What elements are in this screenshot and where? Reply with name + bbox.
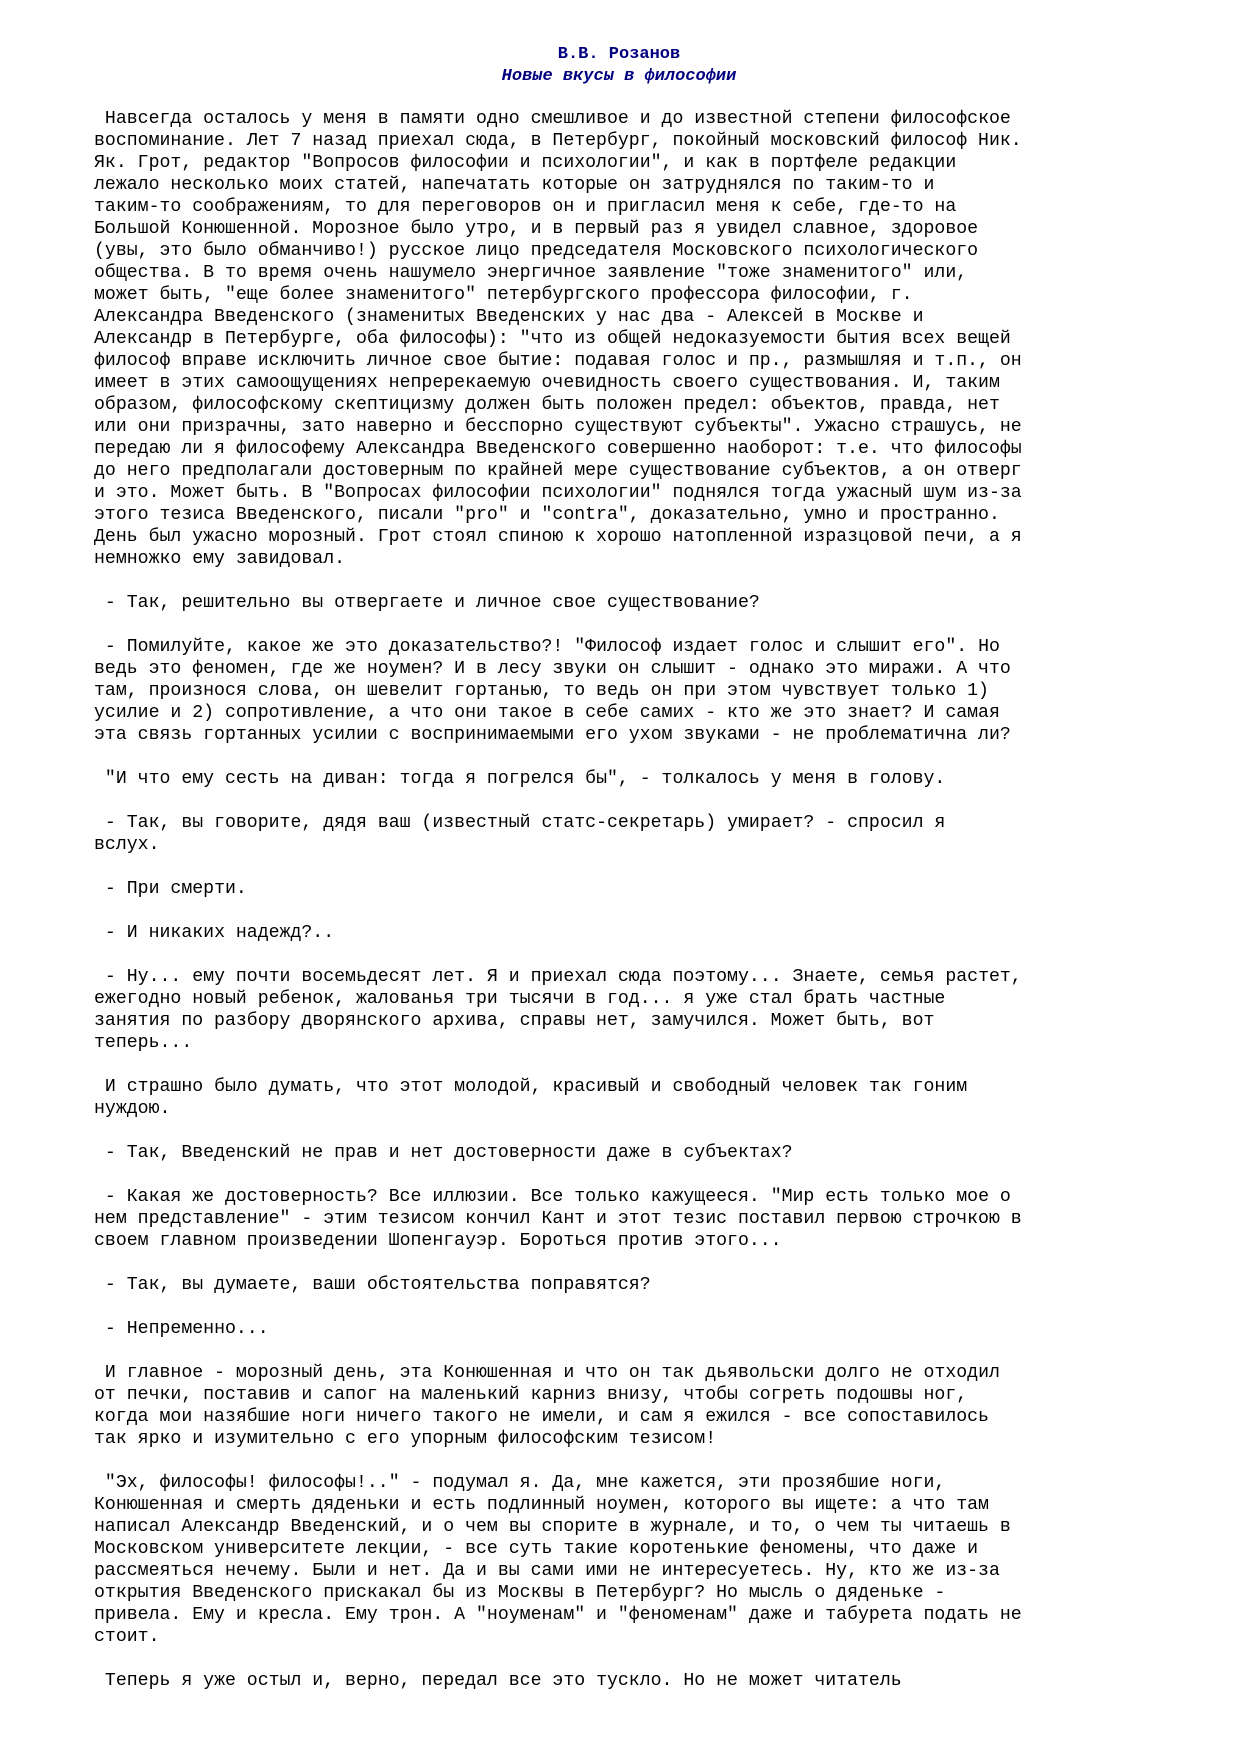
paragraph: "Эх, философы! философы!.." - подумал я. Да, мне кажется, эти прозябшие ноги, Конюшенная и смерть дяденьки и есть подлинный ноумен, которого вы ищете: а что там написал Александр Введенский, и о чем вы спорите в журнале, и то, о чем ты читаешь в Московском университете лекции, - все суть такие коротенькие феномены, что даже и рассмеяться нечему. Были и нет. Да и вы сами ими не интересуетесь. Ну, кто же из-за открытия Введенского прискакал бы из Москвы в Петербург? Но мысль о дяденьке - привела. Ему и кресла. Ему трон. А "ноуменам" и "феноменам" даже и табурета подать не стоит.	[94, 1473, 1022, 1647]
document-page	[94, 44, 1164, 1714]
paragraph: - При смерти.	[94, 879, 247, 899]
document-body	[94, 108, 1164, 1692]
paragraph: "И что ему сесть на диван: тогда я погрелся бы", - толкалось у меня в голову.	[94, 769, 946, 789]
paragraph: - Непременно...	[94, 1319, 269, 1339]
paragraph: Теперь я уже остыл и, верно, передал все это тускло. Но не может читатель	[94, 1671, 902, 1691]
paragraph: Навсегда осталось у меня в памяти одно смешливое и до известной степени философское воспоминание. Лет 7 назад приехал сюда, в Петербург, покойный московский философ Ник. Як. Грот, редактор "Вопросов философии и психологии", и как в портфеле редакции лежало несколько моих статей, напечатать которые он затруднялся по таким-то и таким-то соображениям, то для переговоров он и пригласил меня к себе, где-то на Большой Конюшенной. Морозное было утро, и в первый раз я увидел славное, здоровое (увы, это было обманчиво!) русское лицо председателя Московского психологического общества. В то время очень нашумело энергичное заявление "тоже знаменитого" или, может быть, "еще более знаменитого" петербургского профессора философии, г. Александра Введенского (знаменитых Введенских у нас два - Алексей в Москве и Александр в Петербурге, оба философы): "что из общей недоказуемости бытия всех вещей философ вправе исключить личное свое бытие: подавая голос и пр., размышляя и т.п., он имеет в этих самоощущениях непререкаемую очевидность своего существования. И, таким образом, философскому скептицизму должен быть положен предел: объектов, правда, нет или они призрачны, зато наверно и бесспорно существуют субъекты". Ужасно страшусь, не передаю ли я философему Александра Введенского совершенно наоборот: т.е. что философы до него предполагали достоверным по крайней мере существование субъектов, а он отверг и это. Может быть. В "Вопросах философии психологии" поднялся тогда ужасный шум из-за этого тезиса Введенского, писали "pro" и "contra", доказательно, умно и пространно. День был ужасно морозный. Грот стоял спиною к хорошо натопленной изразцовой печи, а я немножко ему завидовал.	[94, 109, 1022, 569]
paragraph: - Так, Введенский не прав и нет достоверности даже в субъектах?	[94, 1143, 793, 1163]
paragraph: И главное - морозный день, эта Конюшенная и что он так дьявольски долго не отходил от печки, поставив и сапог на маленький карниз внизу, чтобы согреть подошвы ног, когда мои назябшие ноги ничего такого не имели, и сам я ежился - все сопоставилось так ярко и изумительно с его упорным философским тезисом!	[94, 1363, 1000, 1449]
author-name: В.В. Розанов	[557, 45, 681, 64]
paragraph: - Какая же достоверность? Все иллюзии. Все только кажущееся. "Мир есть только мое о нем представление" - этим тезисом кончил Кант и этот тезис поставил первою строчкою в своем главном произведении Шопенгауэр. Бороться против этого...	[94, 1187, 1022, 1251]
paragraph: - Так, решительно вы отвергаете и личное свое существование?	[94, 593, 760, 613]
paragraph: - Так, вы говорите, дядя ваш (известный статс-секретарь) умирает? - спросил я вслух.	[94, 813, 946, 855]
paragraph: - Так, вы думаете, ваши обстоятельства поправятся?	[94, 1275, 651, 1295]
paragraph: - Ну... ему почти восемьдесят лет. Я и приехал сюда поэтому... Знаете, семья растет, ежегодно новый ребенок, жалованья три тысячи в год... я уже стал брать частные занятия по разбору дворянского архива, справы нет, замучился. Может быть, вот теперь...	[94, 967, 1022, 1053]
paragraph: - Помилуйте, какое же это доказательство?! "Философ издает голос и слышит его". Но ведь это феномен, где же ноумен? И в лесу звуки он слышит - однако это миражи. А что там, произнося слова, он шевелит гортанью, то ведь он при этом чувствует только 1) усилие и 2) сопротивление, а что они такое в себе самих - кто же это знает? И самая эта связь гортанных усилии с воспринимаемыми его ухом звуками - не проблематична ли?	[94, 637, 1011, 745]
paragraph: - И никаких надежд?..	[94, 923, 335, 943]
paragraph: И страшно было думать, что этот молодой, красивый и свободный человек так гоним нуждою.	[94, 1077, 968, 1119]
document-title: Новые вкусы в философии	[501, 67, 737, 86]
document-header	[94, 44, 1144, 88]
